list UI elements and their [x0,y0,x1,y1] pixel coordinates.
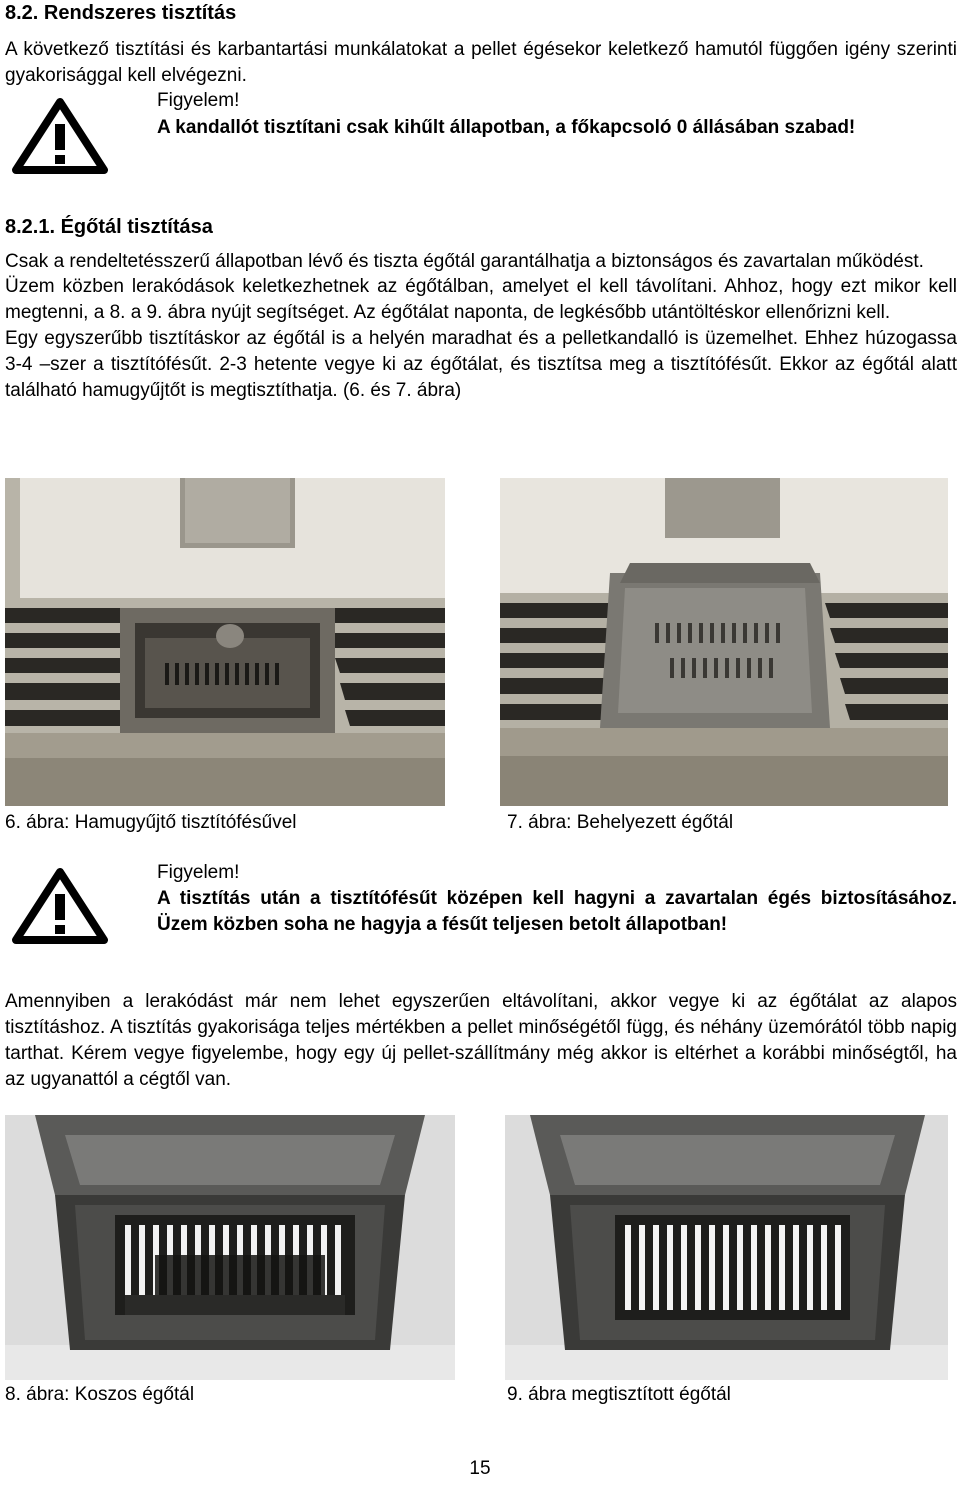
page-number: 15 [469,1458,491,1479]
figure-8-caption: 8. ábra: Koszos égőtál [5,1384,195,1405]
figure-6-caption: 6. ábra: Hamugyűjtő tisztítófésűvel [5,812,297,833]
subsection-title: 8.2.1. Égőtál tisztítása [5,216,213,238]
section-title: 8.2. Rendszeres tisztítás [5,2,237,24]
warning-1-title: Figyelem! [157,90,240,111]
paragraph-3: Egy egyszerűbb tisztításkor az égőtál is a helyén maradhat és a pelletkandalló is üzemelhet. Ehhez húzogassa 3-4 –szer a tisztítófésűt. 2-3 hetente vegye ki az égőtálat, és tisztítsa meg a tisztítófésűt. Ekkor az égőtál alatt található hamugyűjtőt is megtisztíthatja. (6. és 7. ábra) [5,328,957,401]
figure-7-caption: 7. ábra: Behelyezett égőtál [507,812,734,833]
warning-triangle-icon [10,866,110,946]
paragraph-1: Csak a rendeltetésszerű állapotban lévő és tiszta égőtál garantálhatja a biztonságos és zavartalan működést. [5,251,924,272]
intro-paragraph: A következő tisztítási és karbantartási munkálatokat a pellet égésekor keletkező hamutól függően igény szerinti gyakorisággal kell elvégezni. [5,39,957,86]
closing-paragraph: Amennyiben a lerakódást már nem lehet egyszerűen eltávolítani, akkor vegye ki az égőtálat az alapos tisztításhoz. A tisztítás gyakorisága teljes mértékben a pellet minőségétől függ, és néhány üzemórától több napig tarthat. Kérem vegye figyelembe, hogy egy új pellet-szállítmány még akkor is eltérhet a korábbi minőségtől, ha az ugyanattól a cégtől van. [5,991,957,1090]
figure-8-photo [5,1115,455,1380]
warning-1-text: A kandallót tisztítani csak kihűlt állapotban, a főkapcsoló 0 állásában szabad! [157,117,856,138]
figure-7-photo [500,478,948,806]
warning-triangle-icon [10,96,110,176]
warning-2-text: A tisztítás után a tisztítófésűt középen kell hagyni a zavartalan égés biztosításához. Üzem közben soha ne hagyja a fésűt teljesen betolt állapotban! [157,888,957,935]
figure-9-caption: 9. ábra megtisztított égőtál [507,1384,731,1405]
warning-2-title: Figyelem! [157,862,240,883]
figure-9-photo [505,1115,948,1380]
paragraph-2: Üzem közben lerakódások keletkezhetnek az égőtálban, amelyet el kell távolítani. Ahhoz, hogy ezt mikor kell megtenni, a 8. a 9. ábra nyújt segítséget. Az égőtálat naponta, de legkésőbb utántöltéskor ellenőrizni kell. [5,276,957,323]
body-paragraphs [5,249,957,404]
figure-6-photo [5,478,445,806]
